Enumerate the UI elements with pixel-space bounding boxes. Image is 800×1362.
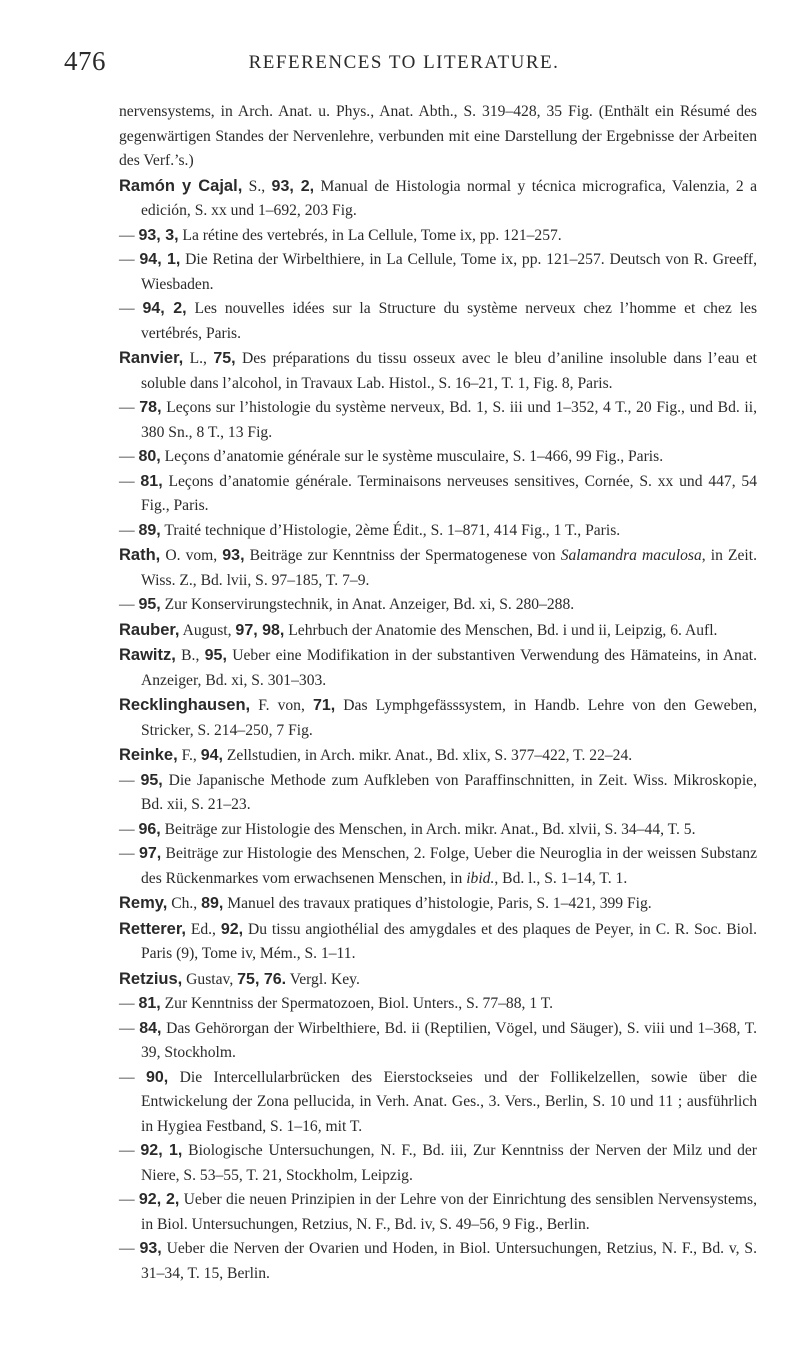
ditto-dash: —: [119, 845, 135, 862]
year-number: 80,: [138, 448, 161, 465]
reference-entry: [119, 174, 757, 224]
reference-text: Die Retina der Wirbelthiere, in La Cellule, Tome ix, pp. 121–257. Deutsch von R. Greeff, Wiesbaden.: [141, 251, 757, 293]
author-initials: F.,: [177, 747, 201, 764]
year-number: 75,: [213, 350, 236, 367]
year-number: 93, 2,: [271, 177, 315, 195]
author-name: Rawitz,: [119, 646, 176, 664]
reference-text: Zur Kenntniss der Spermatozoen, Biol. Unters., S. 77–88, 1 T.: [160, 995, 553, 1012]
reference-text: Leçons d’anatomie générale. Terminaisons nerveuses sensitives, Cornée, S. xx und 447, 54 Fig., Paris.: [141, 472, 757, 514]
year-number: 78,: [139, 399, 162, 416]
reference-entry: [119, 519, 757, 544]
reference-entry: [119, 1139, 757, 1188]
reference-entry: [119, 100, 757, 174]
year-number: 92,: [220, 920, 244, 938]
reference-entry: [119, 643, 757, 693]
year-number: 90,: [145, 1068, 169, 1086]
reference-text: Du tissu angiothélial des amygdales et des plaques de Peyer, in C. R. Soc. Biol. Paris (9), Tome iv, Mém., S. 1–11.: [141, 920, 757, 962]
reference-entry: [119, 842, 757, 891]
author-name: Ramón y Cajal,: [119, 176, 243, 195]
reference-text: Des préparations du tissu osseux avec le bleu d’aniline insoluble dans l’eau et soluble dans l’alcohol, in Travaux Lab. Histol., S. 16–21, T. 1, Fig. 8, Paris.: [141, 350, 757, 392]
author-initials: L.,: [183, 350, 214, 367]
reference-text: nervensystems, in Arch. Anat. u. Phys., Anat. Abth., S. 319–428, 35 Fig. (Enthält ein Résumé des gegenwärtigen Standes der Nervenlehre, verbunden mit eine Darstellung der Ergebnisse der Arbeiten des Verf.’s.): [119, 103, 757, 169]
reference-text: Vergl. Key.: [286, 970, 360, 988]
reference-text: Die Intercellularbrücken des Eierstockseies und der Follikelzellen, sowie über die Entwickelung der Zona pellucida, in Verh. Anat. Ges., 3. Vers., Berlin, S. 10 und 11 ; ausführlich in Hygiea Festband, S. 1–16, mit T.: [141, 1068, 757, 1135]
reference-entry: [119, 693, 757, 743]
reference-text: Zellstudien, in Arch. mikr. Anat., Bd. xlix, S. 377–422, T. 22–24.: [222, 747, 633, 764]
reference-text: Manual de Histologia normal y técnica micrografica, Valenzia, 2 a edición, S. xx und 1–692, 203 Fig.: [141, 177, 757, 219]
ditto-dash: —: [119, 521, 135, 539]
author-name: Retzius,: [119, 969, 183, 988]
ditto-dash: —: [119, 1240, 135, 1257]
ditto-dash: —: [119, 472, 135, 490]
reference-text: Zur Konservirungstechnik, in Anat. Anzeiger, Bd. xi, S. 280–288.: [160, 596, 575, 613]
year-number: 71,: [312, 697, 336, 714]
reference-entry: [119, 967, 757, 993]
reference-text: Das Lymphgefässsystem, in Handb. Lehre von den Geweben, Stricker, S. 214–250, 7 Fig.: [141, 697, 758, 739]
reference-entry: [119, 1237, 757, 1286]
year-number: 81,: [138, 995, 161, 1012]
reference-entry: [119, 1188, 757, 1237]
author-initials: F. von,: [250, 697, 313, 714]
author-initials: Gustav,: [182, 970, 238, 988]
reference-text: Ueber die Nerven der Ovarien und Hoden, in Biol. Untersuchungen, Retzius, N. F., Bd. v, S. 31–34, T. 15, Berlin.: [141, 1240, 757, 1282]
running-head: REFERENCES TO LITERATURE.: [248, 52, 560, 73]
ditto-dash: —: [119, 1142, 135, 1159]
author-name: Rath,: [119, 546, 161, 564]
reference-text: Lehrbuch der Anatomie des Menschen, Bd. i und ii, Leipzig, 6. Aufl.: [284, 621, 718, 639]
ditto-dash: —: [119, 1019, 135, 1037]
author-initials: Ed.,: [185, 920, 221, 938]
year-number: 92, 1,: [140, 1142, 183, 1159]
reference-text: Beiträge zur Kenntniss der Spermatogenese von: [244, 547, 561, 564]
author-name: Rauber,: [119, 620, 180, 639]
reference-text: Leçons sur l’histologie du système nerveux, Bd. 1, S. iii und 1–352, 4 T., 20 Fig., und Bd. ii, 380 Sn., 8 T., 13 Fig.: [141, 399, 757, 441]
year-number: 89,: [201, 895, 224, 912]
reference-text: Das Gehörorgan der Wirbelthiere, Bd. ii (Reptilien, Vögel, und Säuger), S. viii und 1–368, T. 39, Stockholm.: [141, 1019, 757, 1061]
author-name: Recklinghausen,: [119, 696, 251, 714]
reference-text: Beiträge zur Histologie des Menschen, in Arch. mikr. Anat., Bd. xlvii, S. 34–44, T. 5.: [160, 820, 696, 838]
reference-entry: [119, 818, 757, 843]
reference-entry: [119, 224, 757, 249]
year-number: 84,: [139, 1019, 162, 1037]
ditto-dash: —: [119, 1068, 135, 1086]
ditto-dash: —: [119, 251, 135, 268]
reference-text: Beiträge zur Histologie des Menschen, 2. Folge, Ueber die Neuroglia in der weissen Substanz des Rückenmarkes vom erwachsenen Menschen, in: [141, 845, 757, 887]
reference-text: Ueber die neuen Prinzipien in der Lehre von der Einrichtung des sensiblen Nervensystems, in Biol. Untersuchungen, Retzius, N. F., Bd. iv, S. 49–56, 9 Fig., Berlin.: [141, 1191, 757, 1233]
year-number: 93,: [222, 547, 245, 564]
year-number: 81,: [140, 472, 163, 490]
reference-entry: [119, 346, 757, 396]
reference-text: La rétine des vertebrés, in La Cellule, Tome ix, pp. 121–257.: [178, 226, 562, 244]
reference-text-tail: , in Zeit. Wiss. Z., Bd. lvii, S. 97–185, T. 7–9.: [141, 547, 757, 589]
reference-entry: [119, 1017, 757, 1066]
author-initials: O. vom,: [160, 547, 223, 564]
ditto-dash: —: [119, 226, 135, 244]
year-number: 75, 76.: [237, 970, 287, 988]
author-initials: Ch.,: [167, 895, 202, 912]
ditto-dash: —: [119, 771, 135, 789]
page-header: [64, 46, 744, 86]
ditto-dash: —: [119, 995, 135, 1012]
year-number: 96,: [138, 820, 161, 838]
year-number: 89,: [138, 521, 161, 539]
ditto-dash: —: [119, 399, 135, 416]
reference-entry: [119, 248, 757, 297]
year-number: 94, 1,: [139, 251, 181, 268]
author-initials: S.,: [242, 177, 272, 195]
author-initials: August,: [179, 621, 236, 639]
reference-text-tail: , Bd. l., S. 1–14, T. 1.: [494, 869, 628, 887]
ditto-dash: —: [119, 596, 135, 613]
reference-text: Die Japanische Methode zum Aufkleben von Paraffinschnitten, in Zeit. Wiss. Mikroskopie, Bd. xii, S. 21–23.: [141, 771, 757, 813]
ditto-dash: —: [119, 1191, 135, 1208]
year-number: 97,: [138, 845, 162, 862]
reference-entry: [119, 992, 757, 1017]
reference-text: Manuel des travaux pratiques d’histologie, Paris, S. 1–421, 399 Fig.: [223, 895, 652, 912]
reference-entry: [119, 1066, 757, 1140]
author-name: Remy,: [119, 894, 168, 912]
year-number: 95,: [138, 596, 161, 613]
reference-entry: [119, 769, 757, 818]
reference-entry: [119, 917, 757, 967]
ditto-dash: —: [119, 820, 135, 838]
italic-title: Salamandra maculosa: [560, 547, 702, 564]
year-number: 94, 2,: [142, 300, 187, 317]
reference-entry: [119, 470, 757, 519]
italic-title: ibid.: [466, 869, 495, 887]
reference-entry: [119, 543, 757, 593]
reference-entry: [119, 618, 757, 644]
page-number: 476: [64, 46, 106, 76]
author-name: Retterer,: [119, 919, 186, 938]
year-number: 93, 3,: [138, 226, 179, 244]
reference-entry: [119, 396, 757, 445]
year-number: 95,: [204, 647, 227, 664]
year-number: 94,: [200, 747, 223, 764]
reference-text: Traité technique d’Histologie, 2ème Édit., S. 1–871, 414 Fig., 1 T., Paris.: [160, 521, 621, 539]
author-name: Ranvier,: [119, 349, 184, 367]
author-name: Reinke,: [119, 746, 178, 764]
reference-text: Leçons d’anatomie générale sur le système musculaire, S. 1–466, 99 Fig., Paris.: [160, 448, 664, 465]
reference-entry: [119, 297, 757, 346]
ditto-dash: —: [119, 300, 135, 317]
reference-entry: [119, 445, 757, 470]
reference-list: [119, 100, 757, 1286]
reference-entry: [119, 891, 757, 917]
reference-entry: [119, 593, 757, 618]
year-number: 95,: [140, 771, 163, 789]
reference-text: Les nouvelles idées sur la Structure du système nerveux chez l’homme et chez les vertébrés, Paris.: [141, 300, 758, 342]
reference-text: Ueber eine Modifikation in der substantiven Verwendung des Hämateins, in Anat. Anzeiger, Bd. xi, S. 301–303.: [141, 647, 757, 689]
year-number: 92, 2,: [138, 1191, 180, 1208]
reference-text: Biologische Untersuchungen, N. F., Bd. iii, Zur Kenntniss der Nerven der Milz und der Niere, S. 53–55, T. 21, Stockholm, Leipzig.: [141, 1142, 757, 1184]
year-number: 97, 98,: [235, 621, 285, 639]
author-initials: B.,: [175, 647, 205, 664]
ditto-dash: —: [119, 448, 135, 465]
year-number: 93,: [139, 1240, 162, 1257]
reference-entry: [119, 743, 757, 769]
